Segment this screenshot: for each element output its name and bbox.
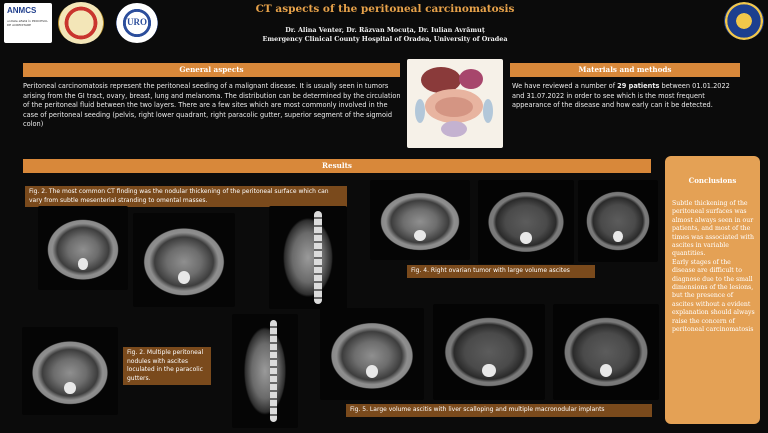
conclusions-header: Conclusions — [688, 176, 737, 185]
uro-society-logo — [116, 3, 158, 43]
ct-scan-image — [553, 304, 659, 400]
ct-scan-image — [370, 180, 470, 260]
conclusions-panel — [665, 156, 760, 424]
conclusions-text: Subtle thickening of the peritoneal surfaces was almost always seen in our patients, and most of the times was associated with ascites in variable quantities. Early stages of the disease are difficult to diagnose due to the small dimensions of the lesions, but the presence of ascites without a evident explanation should always raise the concern of peritoneal carcinomatosis — [672, 200, 755, 334]
poster-authors — [180, 26, 590, 43]
authors-line: Dr. Alina Venter, Dr. Răzvan Mocuța, Dr. Iulian Avrămuț — [285, 26, 485, 34]
anmcs-logo — [4, 3, 52, 43]
poster-title: CT aspects of the peritoneal carcinomatosis — [255, 3, 515, 15]
methods-text-end: between 01.01.2022 and 31.07.2022 in order to see which is the most frequent appearance of the disease and how early can it be detected. — [512, 82, 730, 110]
ct-scan-sagittal-image — [269, 206, 347, 309]
uro-logo-text: URO — [127, 17, 147, 27]
fig2-caption-bottom: Fig. 2. Multiple peritoneal nodules with ascites loculated in the paracolic gutters. — [123, 347, 211, 385]
general-aspects-header: General aspects — [23, 63, 400, 77]
anmcs-logo-text: ANMCS — [7, 6, 37, 15]
materials-methods-header: Materials and methods — [510, 63, 740, 77]
ct-scan-image — [578, 180, 658, 262]
ct-scan-image — [433, 304, 545, 400]
institution-line: Emergency Clinical County Hospital of Oradea, University of Oradea — [262, 34, 508, 43]
university-seal-logo — [724, 2, 764, 40]
methods-patient-count: 29 patients — [617, 82, 660, 90]
results-header: Results — [23, 159, 651, 173]
ct-scan-image — [320, 308, 424, 400]
hospital-seal-logo — [58, 2, 104, 44]
fig4-caption: Fig. 4. Right ovarian tumor with large volume ascites — [407, 265, 595, 278]
fig2-caption-top: Fig. 2. The most common CT finding was the nodular thickening of the peritoneal surface which can vary from subtle mesenterial stranding to omental masses. — [25, 186, 347, 207]
methods-text-start: We have reviewed a number of — [512, 82, 618, 90]
ct-scan-sagittal-image — [232, 314, 298, 428]
anmcs-logo-subtext: unitate aflată în PROCESUL DE ACREDITARE — [7, 19, 48, 27]
fig5-caption: Fig. 5. Large volume ascitis with liver scalloping and multiple macronodular implants — [346, 404, 652, 417]
peritoneal-illustration — [407, 59, 503, 148]
general-aspects-text: Peritoneal carcinomatosis represent the peritoneal seeding of a malignant disease. It is usually seen in tumors arising from the GI tract, ovary, breast, lung and melanoma. The distribution can be determined by the circulation of the peritoneal fluid between the two layers. There are a few sites which are most commonly involved in the case of peritoneal seeding (pelvis, right lower quadrant, right paracolic gutter, superior segment of the sigmoid colon) — [23, 82, 401, 129]
ct-scan-image — [22, 327, 118, 415]
ct-scan-image — [38, 206, 128, 290]
ct-scan-image — [133, 213, 235, 307]
ct-scan-image — [478, 180, 574, 264]
materials-methods-text — [512, 82, 744, 111]
